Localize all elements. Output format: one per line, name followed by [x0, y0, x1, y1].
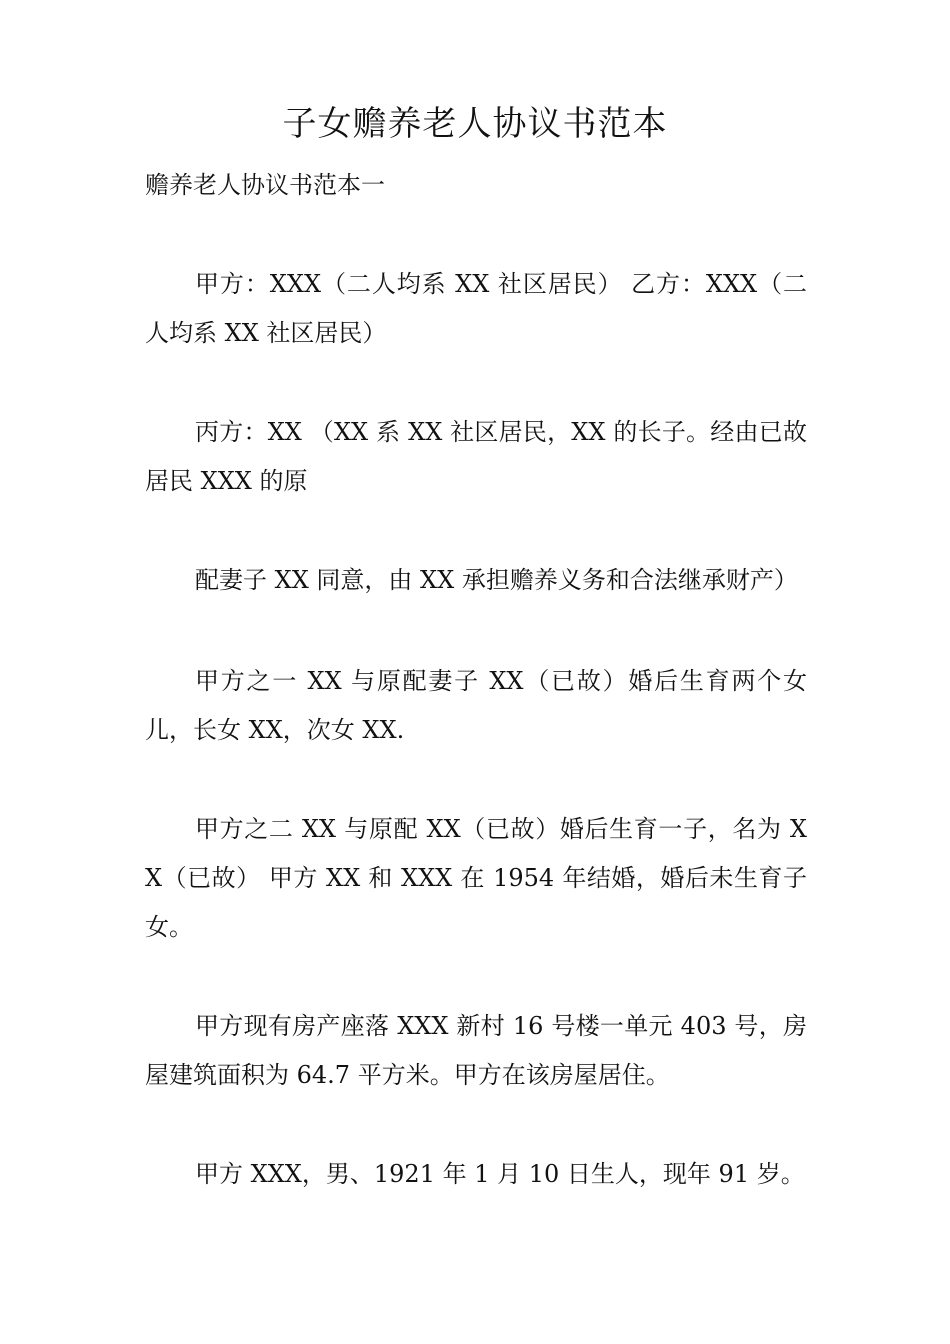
paragraph-party-c-continued: 配妻子 XX 同意，由 XX 承担赡养义务和合法继承财产） — [195, 566, 798, 594]
paragraph-party-a-info: 甲方 XXX，男、1921 年 1 月 10 日生人，现年 91 岁。 — [195, 1160, 805, 1188]
paragraph-party-a-two-family: 甲方之二 XX 与原配 XX（已故）婚后生育一子，名为 XX（已故） 甲方 XX 和 XXX 在 1954 年结婚，婚后未生育子女。 — [145, 815, 807, 941]
paragraph-property: 甲方现有房产座落 XXX 新村 16 号楼一单元 403 号，房屋建筑面积为 64.7 平方米。甲方在该房屋居住。 — [145, 1012, 807, 1089]
paragraph-parties-a-b: 甲方：XXX（二人均系 XX 社区居民） 乙方：XXX（二人均系 XX 社区居民） — [145, 270, 807, 347]
document-subtitle: 赡养老人协议书范本一 — [145, 171, 385, 199]
paragraph-party-c: 丙方：XX （XX 系 XX 社区居民，XX 的长子。经由已故居民 XXX 的原 — [145, 418, 807, 495]
document-title: 子女赡养老人协议书范本 — [282, 104, 668, 144]
paragraph-party-a-one-family: 甲方之一 XX 与原配妻子 XX（已故）婚后生育两个女儿，长女 XX，次女 XX. — [145, 667, 807, 744]
